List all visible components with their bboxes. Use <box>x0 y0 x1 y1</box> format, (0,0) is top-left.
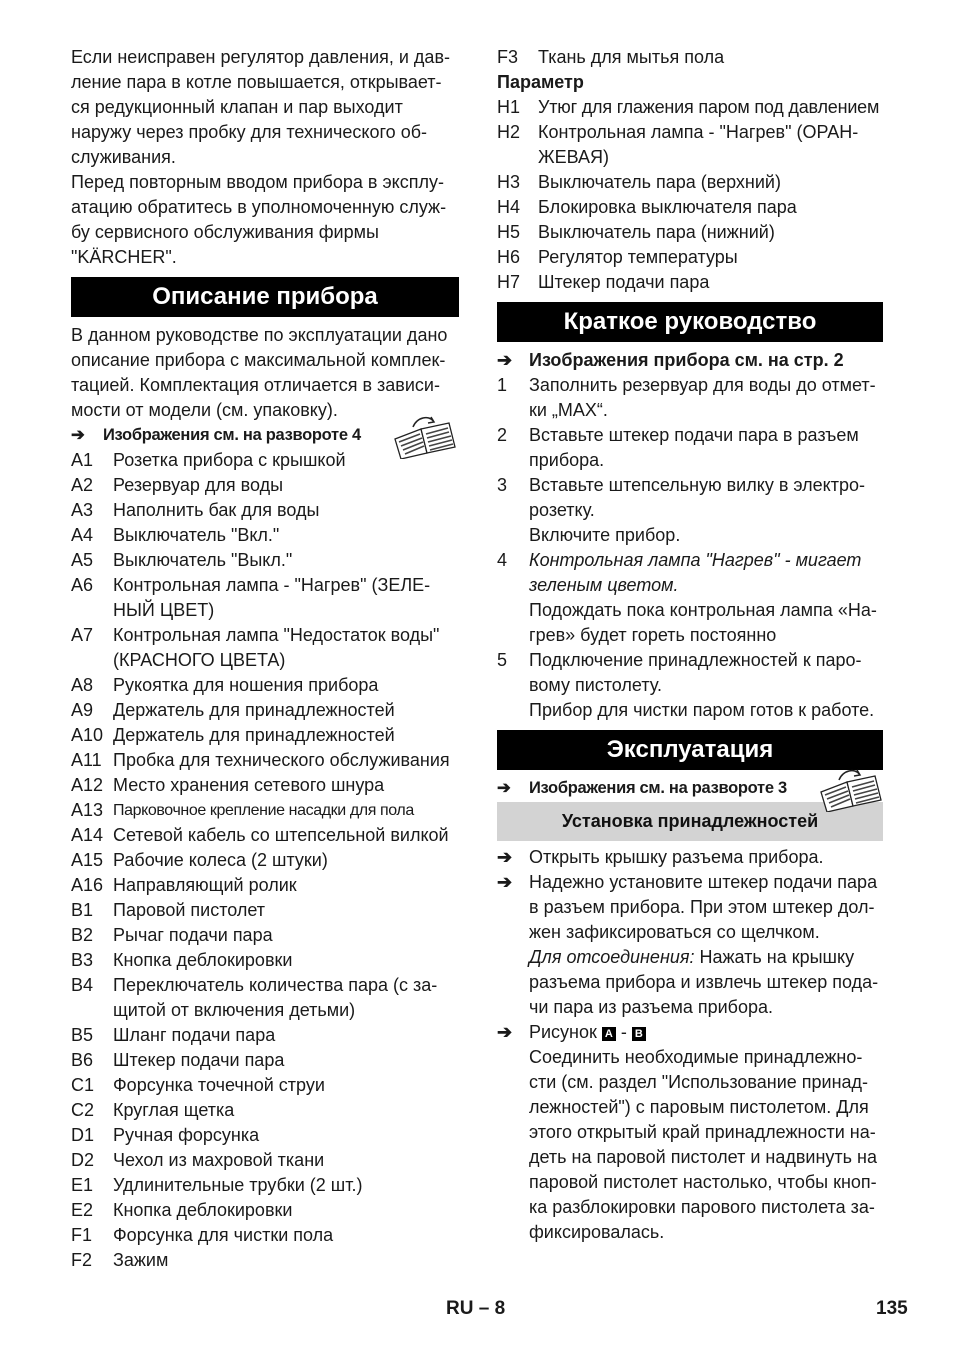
text-line: атацию обратитесь в уполномоченную служ- <box>71 197 447 217</box>
item-text: Рычаг подачи пара <box>113 925 273 945</box>
item-code: B1 <box>71 900 94 920</box>
step-text <box>529 373 883 423</box>
step-line: Подождать пока контрольная лампа «На- <box>529 600 877 620</box>
bullet-line: деть на паровой пистолет и надвинуть на <box>529 1147 877 1167</box>
page-number: 135 <box>876 1298 908 1319</box>
item-code: H7 <box>497 272 521 292</box>
bullet-line: лежностей") с паровым пистолетом. Для <box>529 1097 869 1117</box>
parameter-list <box>497 95 883 295</box>
list-item <box>497 245 883 270</box>
item-text: Блокировка выключателя пара <box>538 197 797 217</box>
arrow-right-icon: ➔ <box>497 1022 513 1042</box>
bullet-item <box>497 1020 883 1245</box>
figure-reference <box>497 776 883 801</box>
text-line: служивания. <box>71 147 176 167</box>
item-code: A16 <box>71 875 104 895</box>
list-item <box>497 220 883 245</box>
bullet-line: Надежно установите штекер подачи пара <box>529 872 878 892</box>
item-text: Направляющий ролик <box>113 875 297 895</box>
disconnect-label: Для отсоединения: <box>529 947 695 967</box>
item-text-line: ЖЕВАЯ) <box>538 147 610 167</box>
item-text: Шланг подачи пара <box>113 1025 276 1045</box>
arrow-right-icon: ➔ <box>71 426 85 444</box>
list-item <box>71 1173 459 1198</box>
text-line: бу сервисного обслуживания фирмы <box>71 222 379 242</box>
item-text: Ткань для мытья пола <box>538 47 725 67</box>
item-text: Выключатель "Вкл." <box>113 525 280 545</box>
list-item <box>71 1023 459 1048</box>
item-code: B6 <box>71 1050 94 1070</box>
list-item <box>71 1148 459 1173</box>
list-item <box>497 170 883 195</box>
item-text: Рабочие колеса (2 штуки) <box>113 850 328 870</box>
bullet-text <box>529 1020 883 1245</box>
list-item <box>71 723 459 748</box>
item-code: H2 <box>497 122 521 142</box>
step-text <box>529 648 883 723</box>
item-text: Выключатель "Выкл." <box>113 550 293 570</box>
list-item <box>71 773 459 798</box>
item-code: B3 <box>71 950 94 970</box>
item-text: Утюг для глажения паром под давлением <box>538 97 880 117</box>
item-code: A14 <box>71 825 104 845</box>
list-item <box>71 623 459 673</box>
bullet-line: чи пара из разъема прибора. <box>529 997 774 1017</box>
list-item <box>71 698 459 723</box>
footer-section-label: RU – 8 <box>446 1298 506 1319</box>
section-heading-description: Описание прибора <box>71 277 459 317</box>
bullet-item <box>497 845 883 870</box>
list-item <box>71 1248 459 1273</box>
step-item <box>497 473 883 548</box>
list-item <box>497 45 883 70</box>
step-line: Вставьте штекер подачи пара в разъем <box>529 425 859 445</box>
text-line: описание прибора с максимальной комплек- <box>71 350 446 370</box>
step-line: розетку. <box>529 500 595 520</box>
item-code: B5 <box>71 1025 94 1045</box>
step-line: зеленым цветом. <box>529 575 679 595</box>
step-number: 4 <box>497 550 508 570</box>
list-item <box>71 1223 459 1248</box>
text-line: Перед повторным вводом прибора в эксплу- <box>71 172 444 192</box>
item-text-line: Переключатель количества пара (с за- <box>113 975 438 995</box>
text-line: мости от модели (см. упаковку). <box>71 400 338 420</box>
list-item <box>71 473 459 498</box>
item-code: F2 <box>71 1250 93 1270</box>
list-item <box>71 523 459 548</box>
item-text <box>113 623 459 673</box>
bullet-line: паровой пистолет настолько, чтобы кноп- <box>529 1172 877 1192</box>
step-line: ки „MAX“. <box>529 400 608 420</box>
text-line: В данном руководстве по эксплуатации дано <box>71 325 448 345</box>
bullet-text <box>529 870 883 1020</box>
step-item <box>497 423 883 473</box>
bullet-line: разъема прибора и извлечь штекер пода- <box>529 972 879 992</box>
figure-label: Рисунок <box>529 1022 597 1042</box>
item-code: A3 <box>71 500 94 520</box>
item-text-line: (КРАСНОГО ЦВЕТА) <box>113 650 286 670</box>
item-code: A8 <box>71 675 94 695</box>
item-text: Парковочное крепление насадки для пола <box>113 802 414 819</box>
list-item <box>71 798 459 823</box>
item-code: B2 <box>71 925 94 945</box>
item-text: Рукоятка для ношения прибора <box>113 675 379 695</box>
list-item <box>71 873 459 898</box>
step-text <box>529 423 883 473</box>
figure-line <box>529 1020 883 1045</box>
item-text <box>113 973 459 1023</box>
figure-reference-text: Изображения см. на развороте 3 <box>529 779 787 797</box>
parts-list <box>71 448 459 1273</box>
figure-letter-a: A <box>602 1027 616 1041</box>
item-code: A5 <box>71 550 94 570</box>
open-book-icon <box>817 768 883 812</box>
item-text: Держатель для принадлежностей <box>113 700 395 720</box>
item-code: F1 <box>71 1225 93 1245</box>
list-item <box>71 498 459 523</box>
list-item <box>71 923 459 948</box>
list-item <box>71 1098 459 1123</box>
item-text: Паровой пистолет <box>113 900 266 920</box>
item-code: H5 <box>497 222 521 242</box>
item-code: A2 <box>71 475 94 495</box>
text-line: наружу через пробку для технического об- <box>71 122 428 142</box>
item-text: Кнопка деблокировки <box>113 950 293 970</box>
item-text-line: Контрольная лампа "Недостаток воды" <box>113 625 440 645</box>
item-code: A7 <box>71 625 94 645</box>
figure-reference-text: Изображения см. на развороте 4 <box>103 426 361 444</box>
item-text <box>113 573 459 623</box>
bullet-line: этого открытый край принадлежности на- <box>529 1122 876 1142</box>
item-text: Выключатель пара (верхний) <box>538 172 781 192</box>
item-text: Розетка прибора с крышкой <box>113 450 346 470</box>
text-line: тацией. Комплектация отличается в зависи- <box>71 375 440 395</box>
figure-reference <box>71 423 459 448</box>
list-item <box>71 823 459 848</box>
bullet-line: Соединить необходимые принадлежно- <box>529 1047 863 1067</box>
arrow-right-icon: ➔ <box>497 847 513 867</box>
item-code: A1 <box>71 450 94 470</box>
item-code: A4 <box>71 525 94 545</box>
section-heading-operation: Эксплуатация <box>497 730 883 770</box>
bullet-line: сти (см. раздел "Использование принад- <box>529 1072 869 1092</box>
item-text: Кнопка деблокировки <box>113 1200 293 1220</box>
arrow-right-icon: ➔ <box>497 779 511 797</box>
step-number: 2 <box>497 425 508 445</box>
list-item <box>497 95 883 120</box>
item-code: A6 <box>71 575 94 595</box>
item-text: Чехол из махровой ткани <box>113 1150 325 1170</box>
item-text: Удлинительные трубки (2 шт.) <box>113 1175 363 1195</box>
item-text: Держатель для принадлежностей <box>113 725 395 745</box>
bullet-line: жен зафиксироваться со щелчком. <box>529 922 820 942</box>
section-heading-quick-guide: Краткое руководство <box>497 302 883 342</box>
item-text: Место хранения сетевого шнура <box>113 775 385 795</box>
item-code: D1 <box>71 1125 95 1145</box>
list-item <box>71 948 459 973</box>
figure-separator: - <box>615 1022 632 1042</box>
item-text: Ручная форсунка <box>113 1125 260 1145</box>
arrow-right-icon: ➔ <box>497 872 513 892</box>
step-line: Включите прибор. <box>529 525 681 545</box>
item-text: Форсунка точечной струи <box>113 1075 325 1095</box>
list-item <box>497 270 883 295</box>
text-line: ся редукционный клапан и пар выходит <box>71 97 403 117</box>
item-code: H4 <box>497 197 521 217</box>
description-paragraph <box>71 323 459 423</box>
step-item <box>497 548 883 648</box>
step-text <box>529 473 883 548</box>
list-item <box>71 748 459 773</box>
text-line: Если неисправен регулятор давления, и дав- <box>71 47 451 67</box>
step-line: Прибор для чистки паром готов к работе. <box>529 700 875 720</box>
right-column <box>497 45 883 1245</box>
item-code: B4 <box>71 975 94 995</box>
list-item <box>71 1048 459 1073</box>
list-item <box>71 1123 459 1148</box>
item-text-line: Контрольная лампа - "Нагрев" (ОРАН- <box>538 122 859 142</box>
item-text: Зажим <box>113 1250 169 1270</box>
bullet-line: ка разблокировки парового пистолета за- <box>529 1197 875 1217</box>
list-item <box>71 548 459 573</box>
step-line: Заполнить резервуар для воды до отмет- <box>529 375 876 395</box>
item-text: Резервуар для воды <box>113 475 284 495</box>
item-text: Выключатель пара (нижний) <box>538 222 775 242</box>
item-text: Круглая щетка <box>113 1100 235 1120</box>
bullet-text: Открыть крышку разъема прибора. <box>529 847 824 867</box>
item-code: H1 <box>497 97 521 117</box>
arrow-right-icon: ➔ <box>497 350 513 370</box>
item-text: Регулятор температуры <box>538 247 738 267</box>
step-line: Контрольная лампа "Нагрев" - мигает <box>529 550 862 570</box>
step-number: 3 <box>497 475 508 495</box>
list-item <box>71 898 459 923</box>
list-item <box>497 120 883 170</box>
item-text: Штекер подачи пара <box>538 272 710 292</box>
list-item <box>71 1198 459 1223</box>
item-code: C2 <box>71 1100 95 1120</box>
bullet-item <box>497 870 883 1020</box>
step-line: Подключение принадлежностей к паро- <box>529 650 862 670</box>
list-item <box>71 1073 459 1098</box>
item-text: Штекер подачи пара <box>113 1050 285 1070</box>
step-line: грев» будет гореть постоянно <box>529 625 777 645</box>
list-item <box>71 673 459 698</box>
item-code: A10 <box>71 725 104 745</box>
step-line: прибора. <box>529 450 605 470</box>
item-code: C1 <box>71 1075 95 1095</box>
item-code: H3 <box>497 172 521 192</box>
item-code: F3 <box>497 47 519 67</box>
item-code: A15 <box>71 850 104 870</box>
open-book-icon <box>391 415 457 459</box>
step-text <box>529 548 883 648</box>
item-code: D2 <box>71 1150 95 1170</box>
item-code: E1 <box>71 1175 94 1195</box>
list-item <box>497 195 883 220</box>
figure-reference-text: Изображения прибора см. на стр. 2 <box>529 350 844 370</box>
item-code: H6 <box>497 247 521 267</box>
item-code: A12 <box>71 775 104 795</box>
step-item <box>497 373 883 423</box>
disconnect-text: Нажать на крышку <box>694 947 855 967</box>
left-column <box>71 45 459 1273</box>
item-text: Наполнить бак для воды <box>113 500 320 520</box>
text-line: "KÄRCHER". <box>71 247 177 267</box>
step-number: 1 <box>497 375 508 395</box>
step-line: вому пистолету. <box>529 675 662 695</box>
item-text: Сетевой кабель со штепсельной вилкой <box>113 825 449 845</box>
item-code: A9 <box>71 700 94 720</box>
list-item <box>71 973 459 1023</box>
item-text <box>538 120 883 170</box>
bullet-line: фиксировалась. <box>529 1222 665 1242</box>
step-line: Вставьте штепсельную вилку в электро- <box>529 475 866 495</box>
item-text-line: Контрольная лампа - "Нагрев" (ЗЕЛЕ- <box>113 575 431 595</box>
quick-steps <box>497 373 883 723</box>
step-item <box>497 648 883 723</box>
bullet-line: в разъем прибора. При этом штекер дол- <box>529 897 875 917</box>
bullet-line <box>529 945 883 970</box>
text-line: ление пара в котле повышается, открывает- <box>71 72 442 92</box>
subsection-heading-accessories: Установка принадлежностей <box>497 802 883 841</box>
item-text: Пробка для технического обслуживания <box>113 750 450 770</box>
item-text: Форсунка для чистки пола <box>113 1225 334 1245</box>
item-code: A13 <box>71 800 104 820</box>
list-item <box>71 573 459 623</box>
list-item <box>71 848 459 873</box>
parameter-label: Параметр <box>497 72 584 92</box>
step-number: 5 <box>497 650 508 670</box>
item-text-line: НЫЙ ЦВЕТ) <box>113 600 215 620</box>
figure-letter-b: B <box>632 1027 646 1041</box>
item-code: A11 <box>71 750 102 770</box>
item-text-line: щитой от включения детьми) <box>113 1000 356 1020</box>
figure-reference <box>497 348 883 373</box>
item-code: E2 <box>71 1200 94 1220</box>
intro-paragraph <box>71 45 459 270</box>
